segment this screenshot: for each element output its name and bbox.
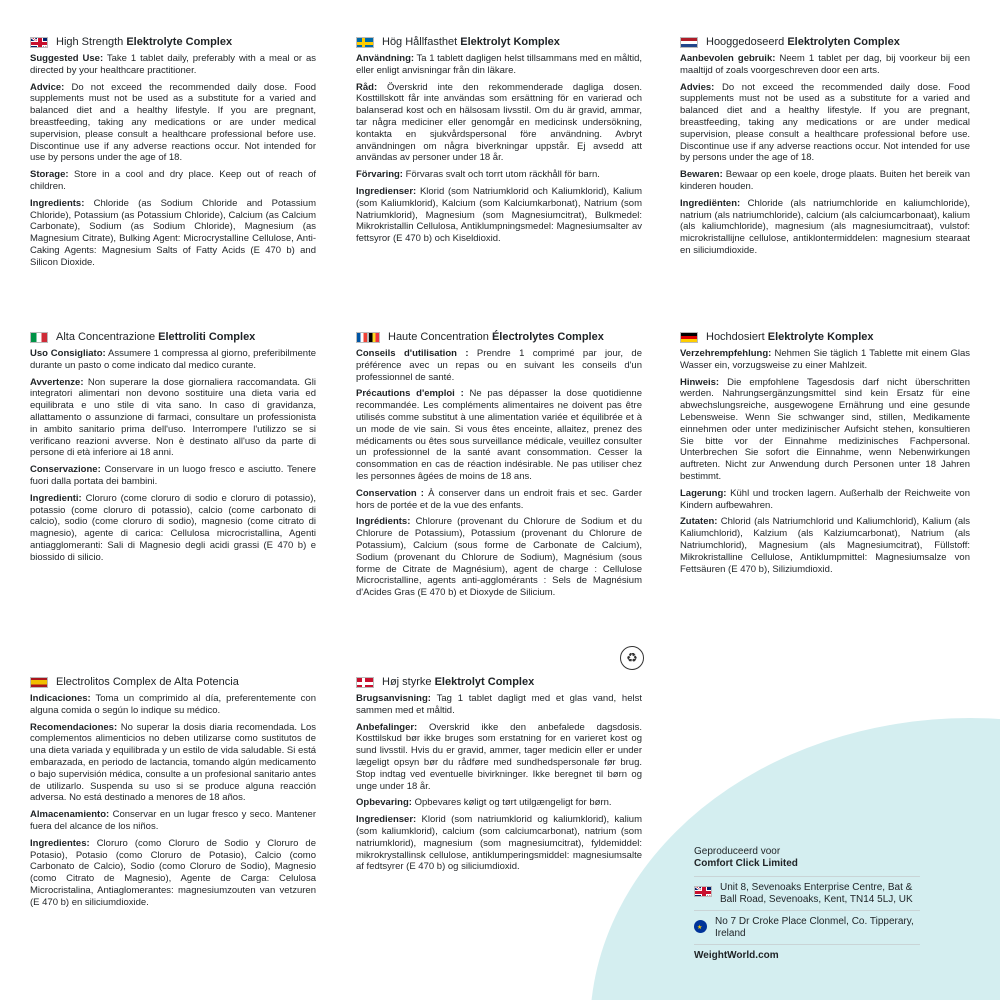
usage: Användning: Ta 1 tablett dagligen helst tillsammans med en måltid, eller enligt anvisningar från din läkare. xyxy=(356,53,643,76)
produced-for-label: Geproduceerd voor xyxy=(694,846,781,857)
storage: Bewaren: Bewaar op een koele, droge plaats. Buiten het bereik van kinderen houden. xyxy=(680,169,970,192)
panel-it xyxy=(30,331,316,569)
panel-fr xyxy=(356,331,642,604)
advice: Advies: Do not exceed the recommended daily dose. Food supplements must not be used as a substitute for a varied and balanced diet and a healthy lifestyle. If you are pregnant, breastfeeding, taking any medications or are under medical supervision, please consult a healthcare professional before use. Discontinue use if any adverse reactions occur. Not intended for use by persons under the age of 18. xyxy=(680,81,970,164)
panel-es xyxy=(30,676,316,914)
ingredients: Ingredienser: Klorid (som natriumklorid og kaliumklorid), kalium (som kaliumklorid), calcium (som calciumcarbonat), natrium (som natriumklorid), magnesium (som magnesiumcitrat), fyldemiddel: mikrokrystallinsk cellulose, antiklumperingsmiddel: magnesiumsalte af fedtsyrer (E 470 b) og siliciumdioxid. xyxy=(356,814,642,873)
spain-flag-icon xyxy=(30,677,48,688)
storage: Conservazione: Conservare in un luogo fresco e asciutto. Tenere fuori dalla portata dei bambini. xyxy=(30,464,316,487)
panel-nl xyxy=(680,36,970,262)
ingredients: Ingredients: Chloride (as Sodium Chloride and Potassium Chloride), Potassium (as Potassium Chloride), Calcium (as Calcium Carbonate), Sodium (as Sodium Chloride), Magnesium (as Magnesium Citrate), Bulking Agent: Microcrystalline Cellulose, Anti-Caking Agents: Magnesium Salts of Fatty Acids (E 470 b) and Silicon Dioxide. xyxy=(30,197,316,268)
precautions: Précautions d'emploi : Ne pas dépasser la dose quotidienne recommandée. Les compléments alimentaires ne doivent pas être utilisés comme substitut à une alimentation variée et équilibrée et à un mode de vie sain. Si vous êtes enceinte, allaitez, prenez des médicaments ou êtes sous surveillance médicale, veuillez consulter un professionnel de la santé avant consommation. Cesser la consommation en cas de réaction indésirable. Ne pas utiliser chez les personnes âgées de moins de 18 ans. xyxy=(356,388,642,482)
belgium-flag-icon xyxy=(368,332,380,343)
usage-advice: Conseils d'utilisation : Prendre 1 comprimé par jour, de préférence avec un repas ou en suivant les conseils d'un professionnel de santé. xyxy=(356,348,642,383)
company-name: Comfort Click Limited xyxy=(694,858,798,869)
ingredients: Ingrediënten: Chloride (als natriumchloride en kaliumchloride), natrium (als natriumchloride), calcium (als calciumcarbonaat), kalium (als kaliumchloride), magnesium (als magnesiumcitraat), vulstof: microkristallijne cellulose, antiklontermiddelen: magnesium stearaat en siliciumdioxide. xyxy=(680,197,970,256)
manufacturer-block xyxy=(694,846,920,962)
panel-es-title: Electrolitos Complex de Alta Potencia xyxy=(30,676,316,689)
panel-en-title: High Strength Elektrolyte Complex xyxy=(30,36,316,49)
panel-fr-title: Haute Concentration Électrolytes Complex xyxy=(356,331,642,344)
recommendations: Recomendaciones: No superar la dosis diaria recomendada. Los complementos alimenticios no deben utilizarse como sustitutos de una dieta variada y equilibrada y un estilo de vida saludable. Si está embarazada, en periodo de lactancia, tomando algún medicamento o bajo supervisión médica, consulte a un profesional sanitario antes de utilizarlo. Suspenda su uso si se produce alguna reacción adversa. No está destinado a menores de 18 años. xyxy=(30,721,316,804)
storage: Almacenamiento: Conservar en un lugar fresco y seco. Mantener fuera del alcance de los niños. xyxy=(30,809,316,832)
ingredients: Ingredientes: Cloruro (como Cloruro de Sodio y Cloruro de Potasio), Potasio (como Cloruro de Potasio), Calcio (como Carbonato de Calcio), Sodio (como Cloruro de Sodio), Magnesio (como Citrato de Magnesio), Agente de Carga: Celulosa Microcristalina, Antiaglomerantes: magnesiumzouten van vetzuren (E 470 b) en siliciumdioxide. xyxy=(30,837,316,908)
germany-flag-icon xyxy=(680,332,698,343)
panel-sv-title: Hög Hållfasthet Elektrolyt Komplex xyxy=(356,36,642,49)
address-ie: ★ No 7 Dr Croke Place Clonmel, Co. Tipperary, Ireland xyxy=(694,910,920,944)
netherlands-flag-icon xyxy=(680,37,698,48)
storage: Lagerung: Kühl und trocken lagern. Außerhalb der Reichweite von Kindern aufbewahren. xyxy=(680,487,970,511)
ingredients: Ingrédients: Chlorure (provenant du Chlorure de Sodium et du Chlorure de Potassium), Potassium (provenant du Chlorure de Potassium), Calcium (sous forme de Carbonate de Calcium), Sodium (provenant du Chlorure de Sodium), Magnésium (sous forme de Citrate de Magnésium), agent de charge : Cellulose Microcristalline, agents anti-agglomérants : Sels de Magnésium d'Acides Gras (E 470 b) et Dioxyde de Silicium. xyxy=(356,516,642,599)
advice: Advice: Do not exceed the recommended daily dose. Food supplements must not be used as a substitute for a varied and balanced diet and a healthy lifestyle. If you are pregnant, breastfeeding, taking any medications or are under medical supervision, please consult a healthcare professional before use. Discontinue use if any adverse reactions occur. Not intended for use by persons under the age of 18. xyxy=(30,81,316,164)
advice: Råd: Överskrid inte den rekommenderade dagliga dosen. Kosttillskott får inte användas som ersättning för en varierad och balanserad kost och en hälsosam livsstil. Om du är gravid, ammar, tar några mediciner eller genomgår en medicinsk undersökning, kontakta en sjukvårdspersonal före användning. Avbryt användningen om några biverkningar uppstår. Ej avsedd att användas av personer under 18 år. xyxy=(356,81,642,164)
consumption-advice: Verzehrempfehlung: Nehmen Sie täglich 1 Tablette mit einem Glas Wasser ein, vorzugsweise zu einer Mahlzeit. xyxy=(680,348,970,371)
address-uk: Unit 8, Sevenoaks Enterprise Centre, Bat & Ball Road, Sevenoaks, Kent, TN14 5LJ, UK xyxy=(694,876,920,910)
storage: Storage: Store in a cool and dry place. Keep out of reach of children. xyxy=(30,169,316,192)
uk-flag-icon xyxy=(30,37,48,48)
panel-en xyxy=(30,36,316,274)
ingredients: Zutaten: Chlorid (als Natriumchlorid und Kaliumchlorid), Kalium (als Kaliumchlorid), Kalzium (als Kalziumcarbonat), Natrium (als Natriumchlorid), Magnesium (als Magnesiumcitrat), Füllstoff: Mikrokristalline Cellulose, Antiklumpmittel: Magnesiumsalze von Fettsäuren (E 470 b), Siliziumdioxid. xyxy=(680,516,970,575)
recommended-use: Aanbevolen gebruik: Neem 1 tablet per dag, bij voorkeur bij een maaltijd of zoals voorgeschreven door een arts. xyxy=(680,53,970,76)
denmark-flag-icon xyxy=(356,677,374,688)
ingredients: Ingredienti: Cloruro (come cloruro di sodio e cloruro di potassio), potassio (come cloruro di potassio), calcio (come carbonato di calcio), sodio (come cloruro di sodio), magnesio (come citrato di magnesio), agente di carica: Cellulosa microcristallina, Agenti antiagglomeranti: Sali di Magnesio degli acidi grassi (E 470 b) e biossido di silicio. xyxy=(30,492,316,563)
panel-nl-title: Hooggedoseerd Elektrolyten Complex xyxy=(680,36,970,49)
panel-de-title: Hochdosiert Elektrolyte Komplex xyxy=(680,331,970,344)
panel-it-title: Alta Concentrazione Elettroliti Complex xyxy=(30,331,316,344)
panel-sv xyxy=(356,36,642,250)
eu-flag-icon xyxy=(694,920,707,933)
usage: Brugsanvisning: Tag 1 tablet dagligt med et glas vand, helst sammen med et måltid. xyxy=(356,693,642,716)
indications: Indicaciones: Toma un comprimido al día, preferentemente con alguna comida o según lo indique su médico. xyxy=(30,693,316,716)
ingredients: Ingredienser: Klorid (som Natriumklorid och Kaliumklorid), Kalium (som Kaliumklorid), Kalcium (som Kalciumkarbonat), Natrium (som Natriumklorid), Magnesium (som Magnesiumcitrat), Bulkmedel: Mikrokristallin Cellulosa, Antiklumpningsmedel: Magnesiumsalter av fettsyror (E 470 b) och Kiseldioxid. xyxy=(356,185,642,245)
uk-flag-icon xyxy=(694,886,712,897)
panel-da-title: Høj styrke Elektrolyt Complex xyxy=(356,676,642,689)
panel-da xyxy=(356,676,642,878)
recycle-bin-icon: ♻ xyxy=(620,646,644,670)
suggested-use: Suggested Use: Take 1 tablet daily, preferably with a meal or as directed by your healthcare practitioner. xyxy=(30,53,316,76)
website-link[interactable]: WeightWorld.com xyxy=(694,944,920,962)
italy-flag-icon xyxy=(30,332,48,343)
storage: Förvaring: Förvaras svalt och torrt utom räckhåll för barn. xyxy=(356,169,600,181)
warnings: Avvertenze: Non superare la dose giornaliera raccomandata. Gli integratori alimentari non devono sostituire una dieta varia ed equilibrata e uno stile di vita sano. In caso di gravidanza, allattamento o assunzione di farmaci, consultare un professionista in ambito sanitario prima dell'uso. Interrompere l'utilizzo se si verificano reazioni avverse. Non è destinato all'uso da parte di persone di età inferiore ai 18 anni. xyxy=(30,376,316,459)
recommended-use: Uso Consigliato: Assumere 1 compressa al giorno, preferibilmente durante un pasto o come indicato dal medico curante. xyxy=(30,348,316,371)
recommendations: Anbefalinger: Overskrid ikke den anbefalede dagsdosis. Kosttilskud bør ikke bruges som erstatning for en varieret kost og sund livsstil. Hvis du er gravid, ammer, tager medicin eller er under lægeligt opsyn bør du rådføre med sundhedspersonale før brug. Stop indtag ved eventuelle bivirkninger. Ikke beregnet til børn og unge under 18 år. xyxy=(356,721,642,792)
panel-de xyxy=(680,331,970,580)
storage: Opbevaring: Opbevares køligt og tørt utilgængeligt for børn. xyxy=(356,797,612,809)
france-flag-icon xyxy=(356,332,368,343)
notice: Hinweis: Die empfohlene Tagesdosis darf nicht überschritten werden. Nahrungsergänzungsmittel sind kein Ersatz für eine abwechslungsreiche, ausgewogene Ernährung und eine gesunde Lebensweise. Wenn Sie schwanger sind, stillen, Medikamente einnehmen oder unter medizinischer Aufsicht stehen, konsultieren Sie bitte vor der Einnahme medizinisches Fachpersonal. Unterbrechen Sie sofort die Einnahme, wenn Nebenwirkungen auftreten. Nicht zur Anwendung durch Personen unter 18 Jahren bestimmt. xyxy=(680,376,970,482)
storage: Conservation : À conserver dans un endroit frais et sec. Garder hors de portée et de la vue des enfants. xyxy=(356,487,642,511)
sweden-flag-icon xyxy=(356,37,374,48)
